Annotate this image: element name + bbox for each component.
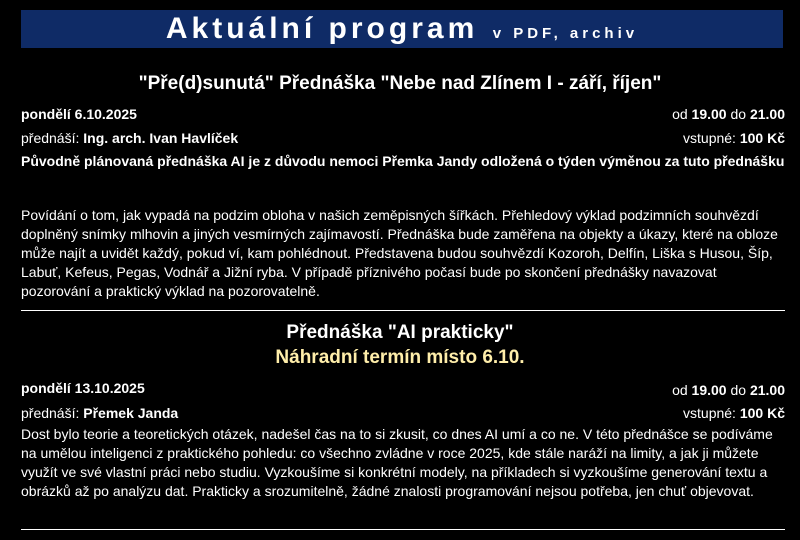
time-to: 21.00 — [749, 106, 785, 122]
time-to-label: do — [730, 382, 747, 398]
time-from-label: od — [672, 382, 688, 398]
event-speaker — [21, 403, 178, 423]
page-title: Aktuální program — [165, 12, 479, 45]
fee-label: vstupné: — [683, 405, 736, 421]
time-from-label: od — [672, 106, 688, 122]
event-speaker-row — [21, 403, 785, 423]
time-from: 19.00 — [691, 382, 727, 398]
event-description: Povídání o tom, jak vypadá na podzim obloha v našich zeměpisných šířkách. Přehledový výklad podzimních souhvězdí doplněný snímky mlhovin a jiných vesmírných zajímavostí. Přednáška bude zaměřena na objekty a úkazy, které na obloze může najít a uvidět každý, pokud ví, kam pohlédnout. Představena budou souhvězdí Kozoroh, Delfín, Liška s Husou, Šíp, Labuť, Kefeus, Pegas, Vodnář a Jižní ryba. V případě příznivého počasí bude po skončení přednášky navazovat pozorování a praktický výklad na pozorovatelně. — [21, 207, 778, 299]
fee-label: vstupné: — [683, 130, 736, 146]
speaker-label: přednáší: — [21, 405, 80, 421]
program-header-banner — [21, 10, 783, 48]
event-subtitle: Náhradní termín místo 6.10. — [275, 347, 525, 368]
links-prefix: v — [492, 25, 506, 42]
header-links — [493, 25, 638, 42]
event-date-row — [21, 378, 785, 398]
event-date: pondělí 13.10.2025 — [21, 380, 145, 396]
event-speaker — [21, 128, 238, 148]
fee-value: 100 Kč — [739, 405, 785, 421]
event-fee — [683, 403, 785, 423]
time-to: 21.00 — [749, 382, 785, 398]
event-speaker-row — [21, 128, 785, 148]
speaker-name: Ing. arch. Ivan Havlíček — [83, 130, 239, 146]
event-title: "Pře(d)sunutá" Přednáška "Nebe nad Zlínem I - září, říjen" — [138, 73, 662, 94]
fee-value: 100 Kč — [739, 130, 785, 146]
event-divider — [21, 529, 785, 530]
event-divider — [21, 310, 785, 311]
links-separator: , — [553, 25, 562, 42]
event-date: pondělí 6.10.2025 — [21, 106, 137, 122]
event-fee — [683, 128, 785, 148]
event-description: Dost bylo teorie a teoretických otázek, nadešel čas na to si zkusit, co dnes AI umí a co ne. V této přednášce se podíváme na umělou inteligenci z praktického pohledu: co všechno zvládne v roce 2025, kde stále naráží na limity, a jak ji můžete využít ve své vlastní práci nebo studiu. Vyzkoušíme si konkrétní modely, na příkladech si vyzkoušíme generování textu a obrázků až po analýzu dat. Prakticky a srozumitelně, žádné znalosti programování nejsou potřeba, jen chuť objevovat. — [21, 426, 773, 499]
speaker-name: Přemek Janda — [83, 405, 179, 421]
speaker-label: přednáší: — [21, 130, 80, 146]
event-notice: Původně plánovaná přednáška AI je z důvodu nemoci Přemka Jandy odložená o týden výměnou za tuto přednášku — [21, 153, 785, 169]
time-to-label: do — [730, 106, 747, 122]
archive-link[interactable]: archiv — [569, 25, 639, 42]
event-time — [672, 104, 785, 124]
event-time — [672, 380, 785, 400]
time-from: 19.00 — [691, 106, 727, 122]
event-date-row — [21, 104, 785, 124]
pdf-link[interactable]: PDF — [513, 25, 554, 42]
event-title: Přednáška "AI prakticky" — [286, 322, 514, 343]
